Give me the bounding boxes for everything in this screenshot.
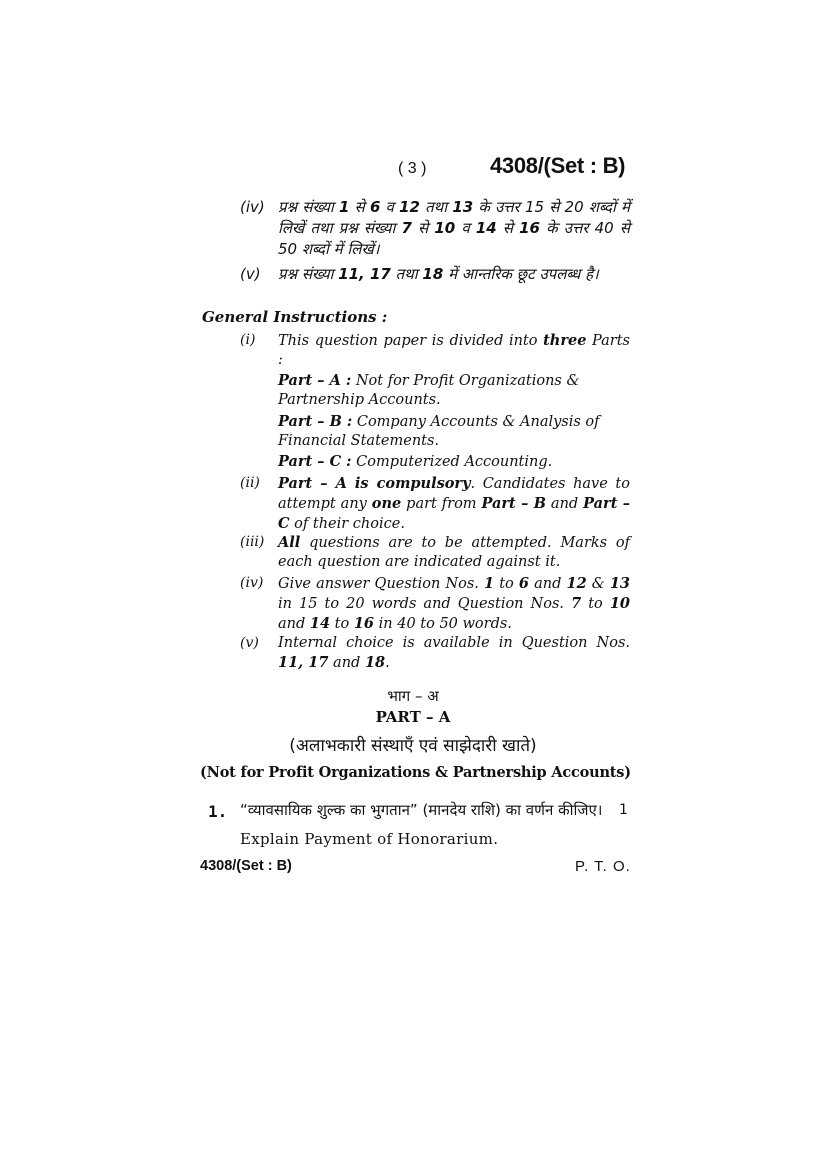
- text: and: [546, 496, 584, 512]
- part-a-description: [278, 371, 630, 410]
- bold-text: 6: [518, 575, 529, 592]
- bold-text: 6: [369, 198, 381, 216]
- hindi-subtitle: (अलाभकारी संस्थाएँ एवं साझेदारी खाते): [289, 736, 537, 756]
- text: से: [349, 198, 370, 216]
- general-instructions-heading: General Instructions :: [202, 308, 388, 326]
- instruction-ii: [240, 474, 630, 534]
- instruction-text: [278, 264, 630, 285]
- bold-text: Part – A is compulsory: [278, 475, 471, 492]
- text: Parts :: [278, 333, 630, 368]
- instruction-text: [278, 634, 630, 673]
- text: . Candidates have to attempt any: [278, 476, 630, 512]
- instruction-text: [278, 574, 630, 634]
- text: प्रश्न संख्या: [278, 198, 339, 216]
- part-label: Part – B :: [278, 413, 353, 430]
- instruction-iv: [240, 574, 630, 634]
- text: के उत्तर 40 से 50 शब्दों में लिखें।: [278, 219, 630, 258]
- bold-text: 14: [309, 615, 331, 632]
- bold-text: 1: [484, 575, 495, 592]
- bold-text: 18: [422, 265, 444, 283]
- hindi-part-heading: भाग – अ: [387, 687, 439, 705]
- part-desc: Computerized Accounting.: [356, 454, 553, 470]
- bold-text: 7: [571, 595, 582, 612]
- text: तथा: [390, 265, 423, 283]
- paper-code-header: 4308/(Set : B): [490, 153, 626, 178]
- text: में आन्तरिक छूट उपलब्ध है।: [443, 265, 599, 283]
- text: से: [411, 219, 435, 237]
- text: Give answer Question Nos.: [278, 576, 485, 592]
- bold-text: 12: [566, 575, 587, 592]
- bold-text: 11, 17: [278, 654, 329, 671]
- text: in 40 to 50 words.: [374, 616, 512, 632]
- text: to: [581, 596, 610, 612]
- instruction-text: [278, 474, 630, 534]
- text: and: [328, 655, 365, 671]
- text: के उत्तर 15 से 20 शब्दों में लिखें तथा प्रश्न संख्या: [278, 198, 630, 237]
- bold-text: 16: [519, 219, 540, 237]
- text: questions are to be attempted. Marks of each question are indicated against it.: [278, 535, 630, 570]
- instruction-i: [240, 331, 630, 370]
- bold-text: three: [543, 332, 587, 349]
- question-text-english: Explain Payment of Honorarium.: [240, 830, 499, 848]
- bold-text: 16: [353, 615, 375, 632]
- part-b-description: [278, 412, 630, 451]
- text: This question paper is divided into: [278, 333, 544, 349]
- question-text-hindi: “व्यावसायिक शुल्क का भुगतान” (मानदेय राशि) का वर्णन कीजिए।: [240, 801, 603, 819]
- page-number: ( 3 ): [398, 160, 427, 177]
- question-marks: 1: [619, 802, 628, 818]
- question-number: 1.: [208, 802, 228, 821]
- bold-text: 10: [609, 595, 630, 612]
- part-c-description: [278, 452, 630, 472]
- bold-text: 12: [399, 198, 420, 216]
- text: to: [494, 576, 519, 592]
- bold-text: 10: [434, 219, 456, 237]
- hindi-instruction-v: [240, 264, 630, 285]
- text: प्रश्न संख्या: [278, 265, 339, 283]
- item-number: (ii): [240, 475, 260, 491]
- bold-text: All: [278, 534, 301, 551]
- bold-text: Part – B: [481, 495, 546, 512]
- bold-text: 14: [475, 219, 497, 237]
- bold-text: one: [371, 495, 402, 512]
- item-number: (iv): [240, 198, 265, 216]
- text: व: [455, 219, 476, 237]
- part-desc: Company Accounts & Analysis of Financial Statements.: [278, 414, 600, 449]
- part-heading: PART – A: [375, 708, 451, 726]
- text: से: [496, 219, 520, 237]
- bold-text: 18: [364, 654, 386, 671]
- text: in 15 to 20 words and Question Nos.: [278, 596, 572, 612]
- footer-paper-code: 4308/(Set : B): [200, 858, 292, 874]
- hindi-instruction-iv: [240, 197, 630, 260]
- instruction-text: [278, 331, 630, 370]
- bold-text: 7: [401, 219, 412, 237]
- bold-text: 13: [452, 198, 474, 216]
- bold-text: Part – C: [278, 495, 631, 532]
- part-desc: Not for Profit Organizations & Partnership Accounts.: [278, 373, 580, 408]
- text: व: [380, 198, 400, 216]
- text: and: [529, 576, 567, 592]
- item-number: (iii): [240, 534, 265, 550]
- text: तथा: [419, 198, 453, 216]
- item-number: (v): [240, 265, 261, 283]
- part-label: Part – A :: [278, 372, 352, 389]
- footer-pto: P. T. O.: [575, 858, 631, 875]
- bold-text: 11, 17: [338, 265, 391, 283]
- text: to: [330, 616, 354, 632]
- text: and: [278, 616, 310, 632]
- item-number: (i): [240, 332, 256, 348]
- bold-text: 13: [609, 575, 630, 592]
- instruction-iii: [240, 533, 630, 572]
- item-number: (v): [240, 635, 259, 651]
- text: Internal choice is available in Question Nos.: [278, 635, 630, 651]
- text: part from: [401, 496, 482, 512]
- text: of their choice.: [289, 516, 405, 532]
- part-label: Part – C :: [278, 453, 352, 470]
- item-number: (iv): [240, 575, 264, 591]
- text: &: [586, 576, 610, 592]
- instruction-v: [240, 634, 630, 673]
- instruction-text: [278, 197, 630, 260]
- bold-text: 1: [339, 198, 350, 216]
- instruction-text: [278, 533, 630, 572]
- english-subtitle: (Not for Profit Organizations & Partnership Accounts): [200, 764, 631, 781]
- text: .: [385, 655, 390, 671]
